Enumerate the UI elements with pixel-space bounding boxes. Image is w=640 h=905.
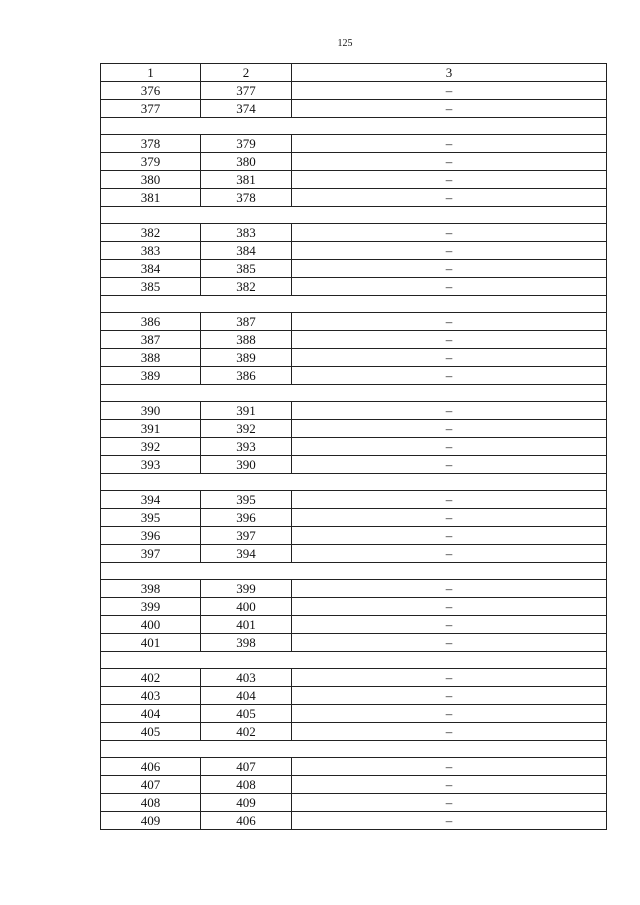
- table-row: [101, 616, 607, 634]
- group-separator-cell: [101, 207, 607, 224]
- table-cell-col-1: 377: [101, 100, 201, 118]
- table-cell-col-2: 403: [201, 669, 292, 687]
- page-number: 125: [337, 38, 353, 49]
- table-cell-col-3: –: [292, 420, 607, 438]
- table-row: [101, 758, 607, 776]
- table-row: [101, 812, 607, 830]
- group-separator-cell: [101, 474, 607, 491]
- table-row: [101, 278, 607, 296]
- table-cell-col-3: –: [292, 812, 607, 830]
- table-row: [101, 349, 607, 367]
- table-cell-col-1: 405: [101, 723, 201, 741]
- table-cell-col-1: 379: [101, 153, 201, 171]
- table-cell-col-1: 383: [101, 242, 201, 260]
- table-cell-col-1: 394: [101, 491, 201, 509]
- table-cell-col-2: 397: [201, 527, 292, 545]
- table-cell-col-1: 395: [101, 509, 201, 527]
- group-separator-row: [101, 207, 607, 224]
- table-cell-col-3: –: [292, 153, 607, 171]
- table-cell-col-3: –: [292, 545, 607, 563]
- table-cell-col-3: –: [292, 634, 607, 652]
- table-cell-col-3: –: [292, 438, 607, 456]
- table-cell-col-3: –: [292, 82, 607, 100]
- table-cell-col-1: 388: [101, 349, 201, 367]
- table-cell-col-2: 392: [201, 420, 292, 438]
- group-separator-row: [101, 563, 607, 580]
- table-row: [101, 776, 607, 794]
- table-cell-col-2: 404: [201, 687, 292, 705]
- table-row: [101, 669, 607, 687]
- table-cell-col-1: 406: [101, 758, 201, 776]
- table-row: [101, 82, 607, 100]
- table-row: [101, 491, 607, 509]
- table-cell-col-1: 386: [101, 313, 201, 331]
- table-cell-col-3: –: [292, 402, 607, 420]
- table-cell-col-3: –: [292, 100, 607, 118]
- table-cell-col-2: 379: [201, 135, 292, 153]
- table-row: [101, 224, 607, 242]
- table-row: [101, 527, 607, 545]
- table-cell-col-3: –: [292, 171, 607, 189]
- table-cell-col-3: –: [292, 242, 607, 260]
- table-cell-col-3: –: [292, 598, 607, 616]
- table-row: [101, 402, 607, 420]
- table-cell-col-2: 384: [201, 242, 292, 260]
- group-separator-row: [101, 741, 607, 758]
- table-cell-col-3: –: [292, 527, 607, 545]
- table-cell-col-2: 374: [201, 100, 292, 118]
- column-header-3: 3: [292, 64, 607, 82]
- table-cell-col-2: 405: [201, 705, 292, 723]
- table-cell-col-1: 403: [101, 687, 201, 705]
- table-cell-col-1: 407: [101, 776, 201, 794]
- table-row: [101, 189, 607, 207]
- table-cell-col-1: 390: [101, 402, 201, 420]
- table-cell-col-2: 409: [201, 794, 292, 812]
- table-cell-col-2: 400: [201, 598, 292, 616]
- table-cell-col-3: –: [292, 224, 607, 242]
- table-cell-col-3: –: [292, 260, 607, 278]
- table-cell-col-3: –: [292, 794, 607, 812]
- table-cell-col-2: 393: [201, 438, 292, 456]
- table-row: [101, 420, 607, 438]
- group-separator-row: [101, 652, 607, 669]
- group-separator-cell: [101, 652, 607, 669]
- table-cell-col-1: 393: [101, 456, 201, 474]
- table-body: [101, 82, 607, 830]
- table-cell-col-2: 406: [201, 812, 292, 830]
- table-cell-col-2: 407: [201, 758, 292, 776]
- table-cell-col-2: 396: [201, 509, 292, 527]
- table-row: [101, 598, 607, 616]
- group-separator-cell: [101, 563, 607, 580]
- table-cell-col-3: –: [292, 278, 607, 296]
- table-row: [101, 509, 607, 527]
- column-header-2: 2: [201, 64, 292, 82]
- table-cell-col-1: 387: [101, 331, 201, 349]
- group-separator-row: [101, 296, 607, 313]
- header-row: [101, 64, 607, 82]
- table-cell-col-1: 376: [101, 82, 201, 100]
- table-cell-col-3: –: [292, 491, 607, 509]
- table-cell-col-3: –: [292, 776, 607, 794]
- table-cell-col-2: 391: [201, 402, 292, 420]
- table-cell-col-2: 381: [201, 171, 292, 189]
- table-cell-col-1: 397: [101, 545, 201, 563]
- table-row: [101, 260, 607, 278]
- table-row: [101, 687, 607, 705]
- table-cell-col-3: –: [292, 616, 607, 634]
- table-cell-col-1: 384: [101, 260, 201, 278]
- table-cell-col-1: 382: [101, 224, 201, 242]
- table-cell-col-2: 380: [201, 153, 292, 171]
- table-cell-col-1: 380: [101, 171, 201, 189]
- table-cell-col-1: 392: [101, 438, 201, 456]
- table-cell-col-2: 401: [201, 616, 292, 634]
- group-separator-cell: [101, 118, 607, 135]
- table-row: [101, 723, 607, 741]
- table-row: [101, 580, 607, 598]
- table-row: [101, 135, 607, 153]
- table-cell-col-2: 382: [201, 278, 292, 296]
- table-cell-col-2: 408: [201, 776, 292, 794]
- table-cell-col-3: –: [292, 367, 607, 385]
- table-cell-col-1: 401: [101, 634, 201, 652]
- table-row: [101, 367, 607, 385]
- table-row: [101, 331, 607, 349]
- table-cell-col-2: 398: [201, 634, 292, 652]
- table-cell-col-1: 404: [101, 705, 201, 723]
- table-cell-col-2: 385: [201, 260, 292, 278]
- table-row: [101, 171, 607, 189]
- group-separator-cell: [101, 296, 607, 313]
- table-row: [101, 438, 607, 456]
- table-cell-col-3: –: [292, 135, 607, 153]
- table-cell-col-3: –: [292, 687, 607, 705]
- table-cell-col-1: 378: [101, 135, 201, 153]
- table-cell-col-2: 389: [201, 349, 292, 367]
- table-cell-col-1: 391: [101, 420, 201, 438]
- table-cell-col-2: 383: [201, 224, 292, 242]
- group-separator-cell: [101, 741, 607, 758]
- group-separator-cell: [101, 385, 607, 402]
- table-cell-col-2: 377: [201, 82, 292, 100]
- table-cell-col-3: –: [292, 723, 607, 741]
- table-row: [101, 634, 607, 652]
- table-cell-col-3: –: [292, 705, 607, 723]
- table-cell-col-2: 390: [201, 456, 292, 474]
- table-cell-col-1: 385: [101, 278, 201, 296]
- table-cell-col-1: 399: [101, 598, 201, 616]
- table-cell-col-3: –: [292, 331, 607, 349]
- table-cell-col-3: –: [292, 669, 607, 687]
- table-row: [101, 545, 607, 563]
- table-cell-col-1: 396: [101, 527, 201, 545]
- group-separator-row: [101, 118, 607, 135]
- table-cell-col-2: 402: [201, 723, 292, 741]
- table-cell-col-2: 394: [201, 545, 292, 563]
- table-row: [101, 705, 607, 723]
- table-row: [101, 313, 607, 331]
- table-row: [101, 153, 607, 171]
- table-row: [101, 794, 607, 812]
- table-cell-col-2: 386: [201, 367, 292, 385]
- table-cell-col-3: –: [292, 313, 607, 331]
- table-cell-col-2: 395: [201, 491, 292, 509]
- table-cell-col-2: 388: [201, 331, 292, 349]
- table-cell-col-1: 400: [101, 616, 201, 634]
- column-header-1: 1: [101, 64, 201, 82]
- table-row: [101, 456, 607, 474]
- table-cell-col-3: –: [292, 189, 607, 207]
- table-cell-col-3: –: [292, 456, 607, 474]
- table-cell-col-1: 409: [101, 812, 201, 830]
- table-cell-col-3: –: [292, 758, 607, 776]
- table-cell-col-2: 378: [201, 189, 292, 207]
- table-cell-col-1: 398: [101, 580, 201, 598]
- data-table: [100, 63, 607, 830]
- table-cell-col-1: 402: [101, 669, 201, 687]
- group-separator-row: [101, 474, 607, 491]
- table-cell-col-3: –: [292, 580, 607, 598]
- table-row: [101, 100, 607, 118]
- table-cell-col-1: 381: [101, 189, 201, 207]
- table-cell-col-1: 408: [101, 794, 201, 812]
- table-cell-col-3: –: [292, 509, 607, 527]
- group-separator-row: [101, 385, 607, 402]
- table-row: [101, 242, 607, 260]
- table-cell-col-3: –: [292, 349, 607, 367]
- table-cell-col-2: 399: [201, 580, 292, 598]
- table-cell-col-1: 389: [101, 367, 201, 385]
- table-cell-col-2: 387: [201, 313, 292, 331]
